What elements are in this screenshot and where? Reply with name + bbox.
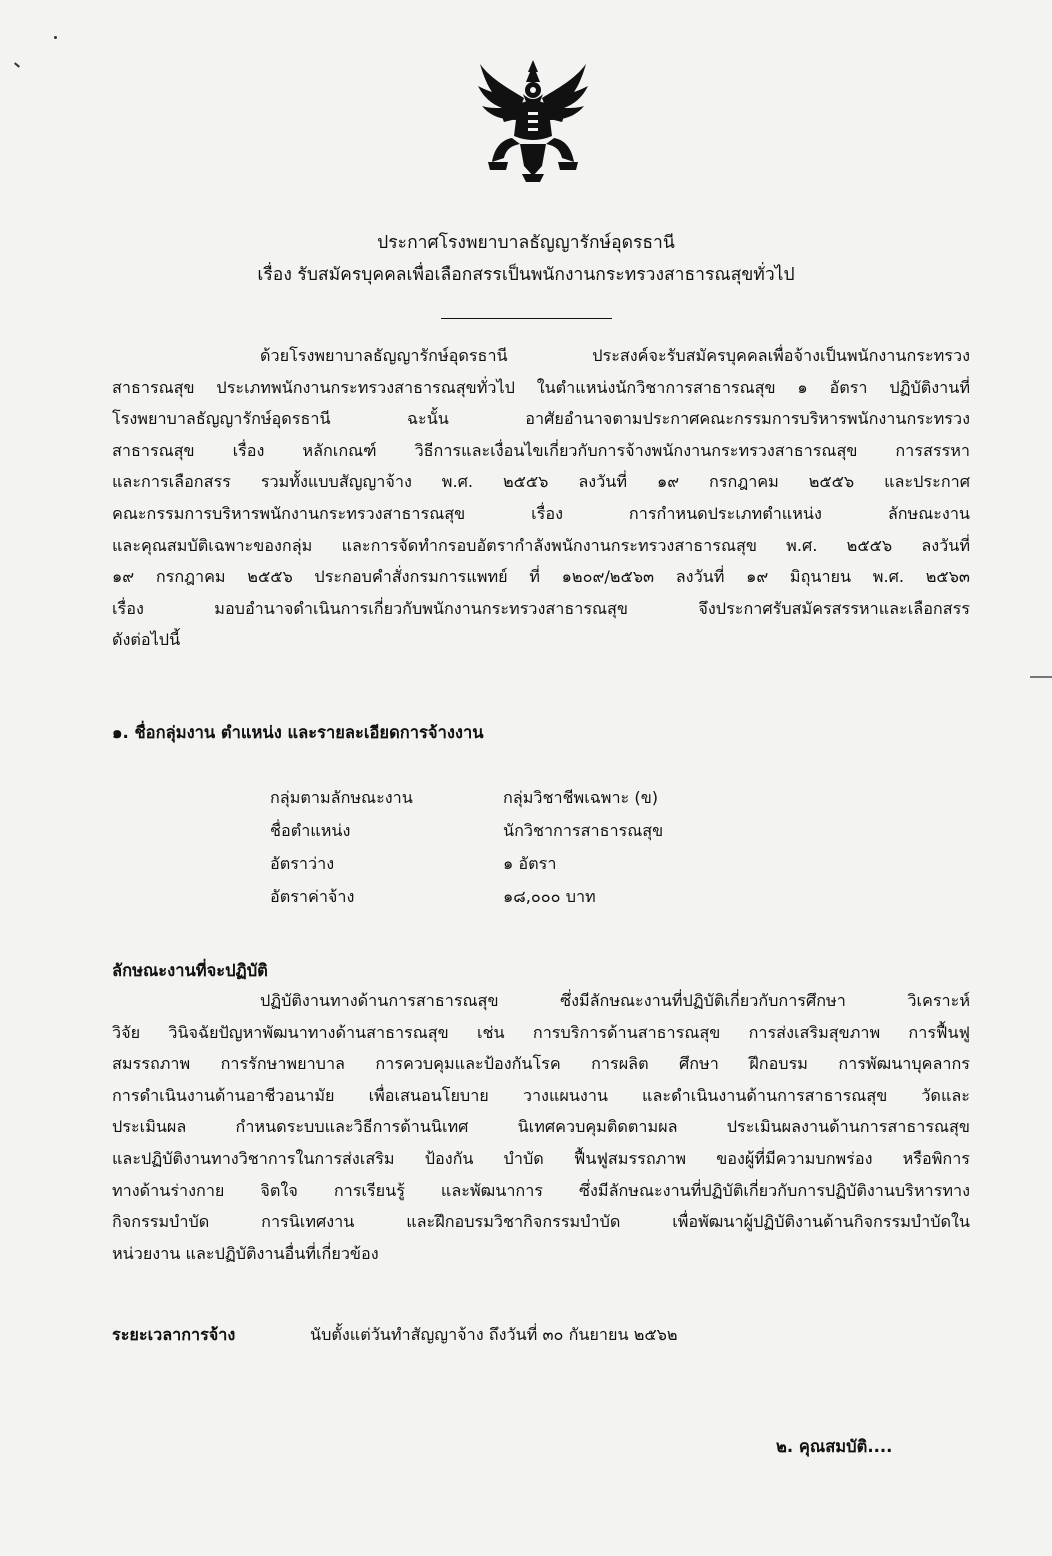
scan-speck [14, 62, 20, 67]
detail-label: อัตราค่าจ้าง [270, 887, 355, 906]
duties-paragraph [112, 985, 970, 1269]
garuda-emblem-icon [478, 58, 588, 183]
text-line: สมรรถภาพ การรักษาพยาบาล การควบคุมและป้องกันโรค การผลิต ศึกษา ฝึกอบรม การพัฒนาบุคลากร [112, 1054, 970, 1074]
title-divider [441, 318, 612, 319]
scan-mark [1030, 676, 1052, 678]
text-line: กิจกรรมบำบัด การนิเทศงาน และฝึกอบรมวิชากิจกรรมบำบัด เพื่อพัฒนาผู้ปฏิบัติงานด้านกิจกรรมบำบัดใน [112, 1212, 970, 1232]
text-line: วิจัย วินิจฉัยปัญหาพัฒนาทางด้านสาธารณสุข เช่น การบริการด้านสาธารณสุข การส่งเสริมสุขภาพ การฟื้นฟู [112, 1022, 970, 1042]
text-line: เรื่อง มอบอำนาจดำเนินการเกี่ยวกับพนักงานกระทรวงสาธารณสุข จึงประกาศรับสมัครสรรหาและเลือกสรร [112, 598, 970, 618]
text-line: การดำเนินงานด้านอาชีวอนามัย เพื่อเสนอนโยบาย วางแผนงาน และดำเนินงานด้านการสาธารณสุข วัดและ [112, 1085, 970, 1105]
text-line: คณะกรรมการบริหารพนักงานกระทรวงสาธารณสุข เรื่อง การกำหนดประเภทตำแหน่ง ลักษณะงาน [112, 503, 970, 523]
text-line: ทางด้านร่างกาย จิตใจ การเรียนรู้ และพัฒนาการ ซึ่งมีลักษณะงานที่ปฏิบัติเกี่ยวกับการปฏิบัติงานบริหารทาง [112, 1180, 970, 1200]
text-line: โรงพยาบาลธัญญารักษ์อุดรธานี ฉะนั้น อาศัยอำนาจตามประกาศคณะกรรมการบริหารพนักงานกระทรวง [112, 409, 970, 429]
detail-label: อัตราว่าง [270, 854, 335, 873]
text-line: ด้วยโรงพยาบาลธัญญารักษ์อุดรธานี ประสงค์จะรับสมัครบุคคลเพื่อจ้างเป็นพนักงานกระทรวง [260, 346, 970, 365]
text-line: ๑๙ กรกฎาคม ๒๕๕๖ ประกอบคำสั่งกรมการแพทย์ ที่ ๑๒๐๙/๒๕๖๓ ลงวันที่ ๑๙ มิถุนายน พ.ศ. ๒๕๖๓ [112, 567, 970, 587]
detail-label: ชื่อตำแหน่ง [270, 821, 351, 840]
continuation-marker: ๒. คุณสมบัติ.... [776, 1437, 893, 1456]
position-details [270, 781, 663, 913]
employment-period [112, 1322, 678, 1348]
text-line: ดังต่อไปนี้ [112, 630, 181, 650]
text-line: สาธารณสุข ประเภทพนักงานกระทรวงสาธารณสุขทั่วไป ในตำแหน่งนักวิชาการสาธารณสุข ๑ อัตรา ปฏิบัติงานที่ [112, 377, 970, 397]
detail-label: กลุ่มตามลักษณะงาน [270, 788, 413, 807]
detail-row [270, 814, 663, 847]
text-line: ปฏิบัติงานทางด้านการสาธารณสุข ซึ่งมีลักษณะงานที่ปฏิบัติเกี่ยวกับการศึกษา วิเคราะห์ [260, 991, 970, 1010]
announcement-subject: เรื่อง รับสมัครบุคคลเพื่อเลือกสรรเป็นพนักงานกระทรวงสาธารณสุขทั่วไป [257, 265, 795, 285]
detail-value: กลุ่มวิชาชีพเฉพาะ (ข) [503, 788, 659, 807]
period-value: นับตั้งแต่วันทำสัญญาจ้าง ถึงวันที่ ๓๐ กันยายน ๒๕๖๒ [310, 1325, 678, 1344]
text-line: ประเมินผล กำหนดระบบและวิธีการด้านนิเทศ นิเทศควบคุมติดตามผล ประเมินผลงานด้านการสาธารณสุข [112, 1117, 970, 1137]
detail-row [270, 880, 663, 913]
detail-row [270, 781, 663, 814]
text-line: และคุณสมบัติเฉพาะของกลุ่ม และการจัดทำกรอบอัตรากำลังพนักงานกระทรวงสาธารณสุข พ.ศ. ๒๕๕๖ ลงวันที่ [112, 535, 970, 555]
text-line: หน่วยงาน และปฏิบัติงานอื่นที่เกี่ยวข้อง [112, 1243, 379, 1263]
text-line: และปฏิบัติงานทางวิชาการในการส่งเสริม ป้องกัน บำบัด ฟื้นฟูสมรรถภาพ ของผู้ที่มีความบกพร่อง หรือพิการ [112, 1148, 970, 1168]
detail-value: ๑๘,๐๐๐ บาท [503, 887, 596, 906]
announcement-title: ประกาศโรงพยาบาลธัญญารักษ์อุดรธานี [377, 233, 675, 253]
duties-heading: ลักษณะงานที่จะปฏิบัติ [112, 961, 268, 980]
text-line: และการเลือกสรร รวมทั้งแบบสัญญาจ้าง พ.ศ. ๒๕๕๖ ลงวันที่ ๑๙ กรกฎาคม ๒๕๕๖ และประกาศ [112, 472, 970, 492]
text-line: สาธารณสุข เรื่อง หลักเกณฑ์ วิธีการและเงื่อนไขเกี่ยวกับการจ้างพนักงานกระทรวงสาธารณสุข การสรรหา [112, 440, 970, 460]
detail-value: ๑ อัตรา [503, 854, 557, 873]
intro-paragraph [112, 340, 970, 656]
scan-speck [54, 36, 57, 39]
detail-row [270, 847, 663, 880]
period-label: ระยะเวลาการจ้าง [112, 1325, 236, 1344]
detail-value: นักวิชาการสาธารณสุข [503, 821, 664, 840]
section-heading: ๑. ชื่อกลุ่มงาน ตำแหน่ง และรายละเอียดการจ้างงาน [112, 723, 484, 742]
